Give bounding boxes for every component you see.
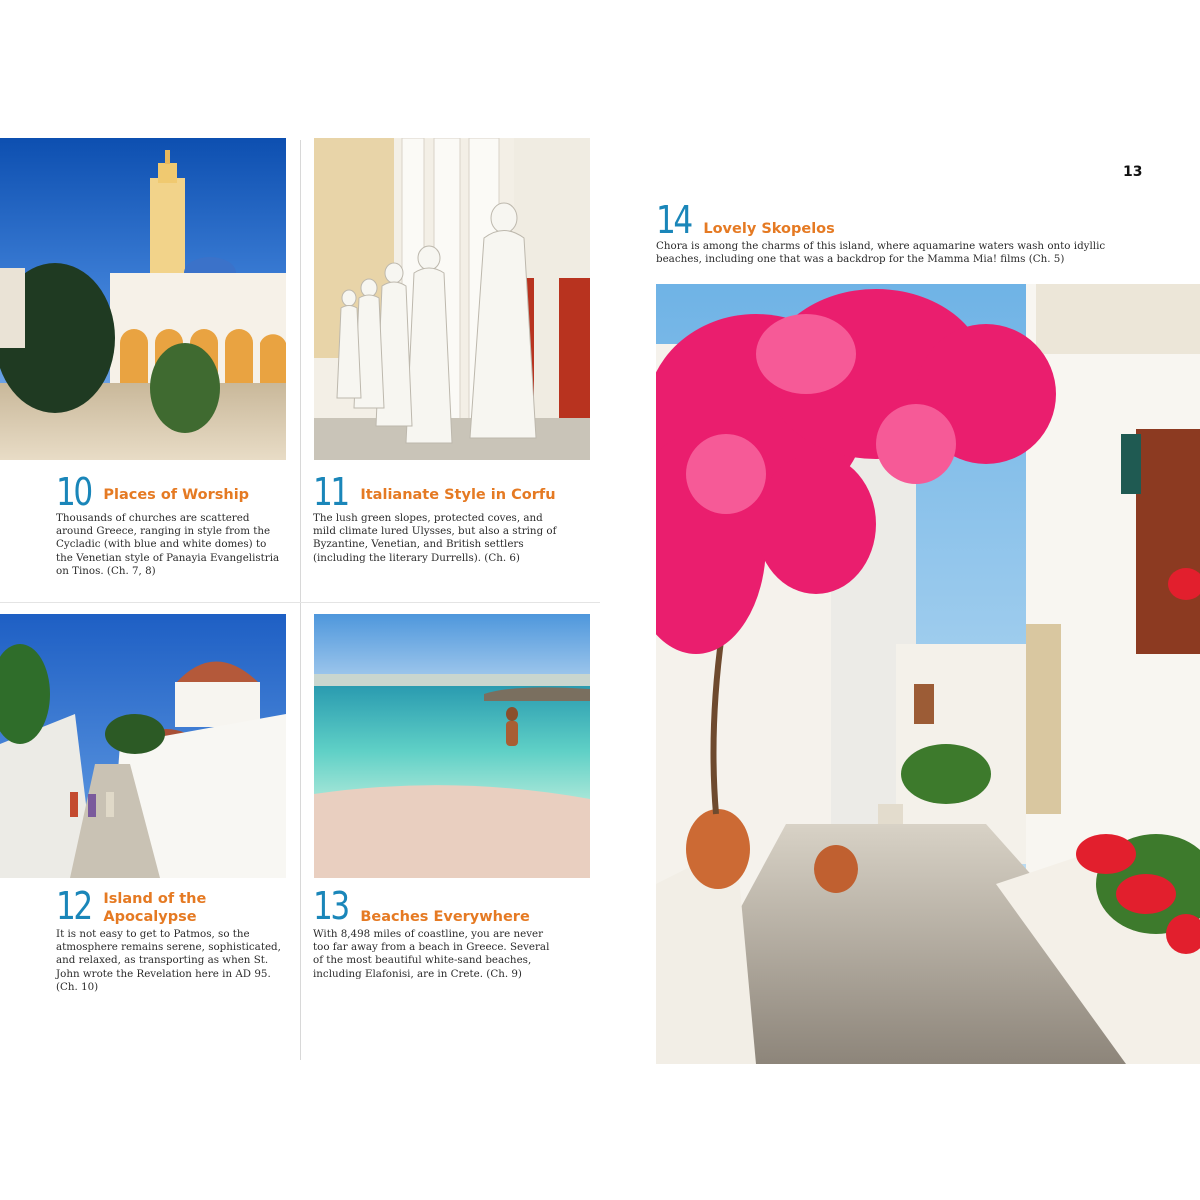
beach-photo [314,614,590,878]
column-divider [300,140,301,1060]
patmos-photo [0,614,286,878]
page-number: 13 [1123,164,1143,180]
item-number: 11 [313,470,348,514]
item-title: Italianate Style in Corfu [360,487,556,503]
row-divider [0,602,600,603]
item-number: 13 [313,884,348,928]
item-title: Lovely Skopelos [703,221,835,237]
item-title: Beaches Everywhere [360,909,530,925]
highlight-12 [56,884,281,994]
highlight-11 [313,470,558,565]
highlight-10 [56,470,281,578]
statues-photo [314,138,590,460]
item-text: With 8,498 miles of coastline, you are never too far away from a beach in Greece. Several of the most beautiful white-sand beaches, including Elafonisi, are in Crete. (Ch. 9) [313,928,550,980]
church-photo [0,138,286,460]
item-number: 14 [656,198,691,242]
item-title [103,890,206,926]
item-title-line2: Apocalypse [103,909,197,925]
item-number: 12 [56,884,91,928]
highlight-14 [656,198,1126,266]
item-text: Thousands of churches are scattered around Greece, ranging in style from the Cycladic (with blue and white domes) to the Venetian style of Panayia Evangelistria on Tinos. (Ch. 7, 8) [56,512,280,577]
item-text: The lush green slopes, protected coves, and mild climate lured Ulysses, but also a string of Byzantine, Venetian, and British settlers (including the literary Durrells). (Ch. 6) [313,512,557,564]
item-text: Chora is among the charms of this island, where aquamarine waters wash onto idyllic beaches, including one that was a backdrop for the Mamma Mia! films (Ch. 5) [656,240,1106,266]
highlight-13 [313,884,558,981]
item-number: 10 [56,470,91,514]
item-title-line1: Island of the [103,891,207,907]
item-title: Places of Worship [103,487,250,503]
item-text: It is not easy to get to Patmos, so the atmosphere remains serene, sophisticated, and relaxed, as transporting as when St. John wrote the Revelation here in AD 95. (Ch. 10) [56,928,281,993]
skopelos-photo [656,284,1200,1064]
